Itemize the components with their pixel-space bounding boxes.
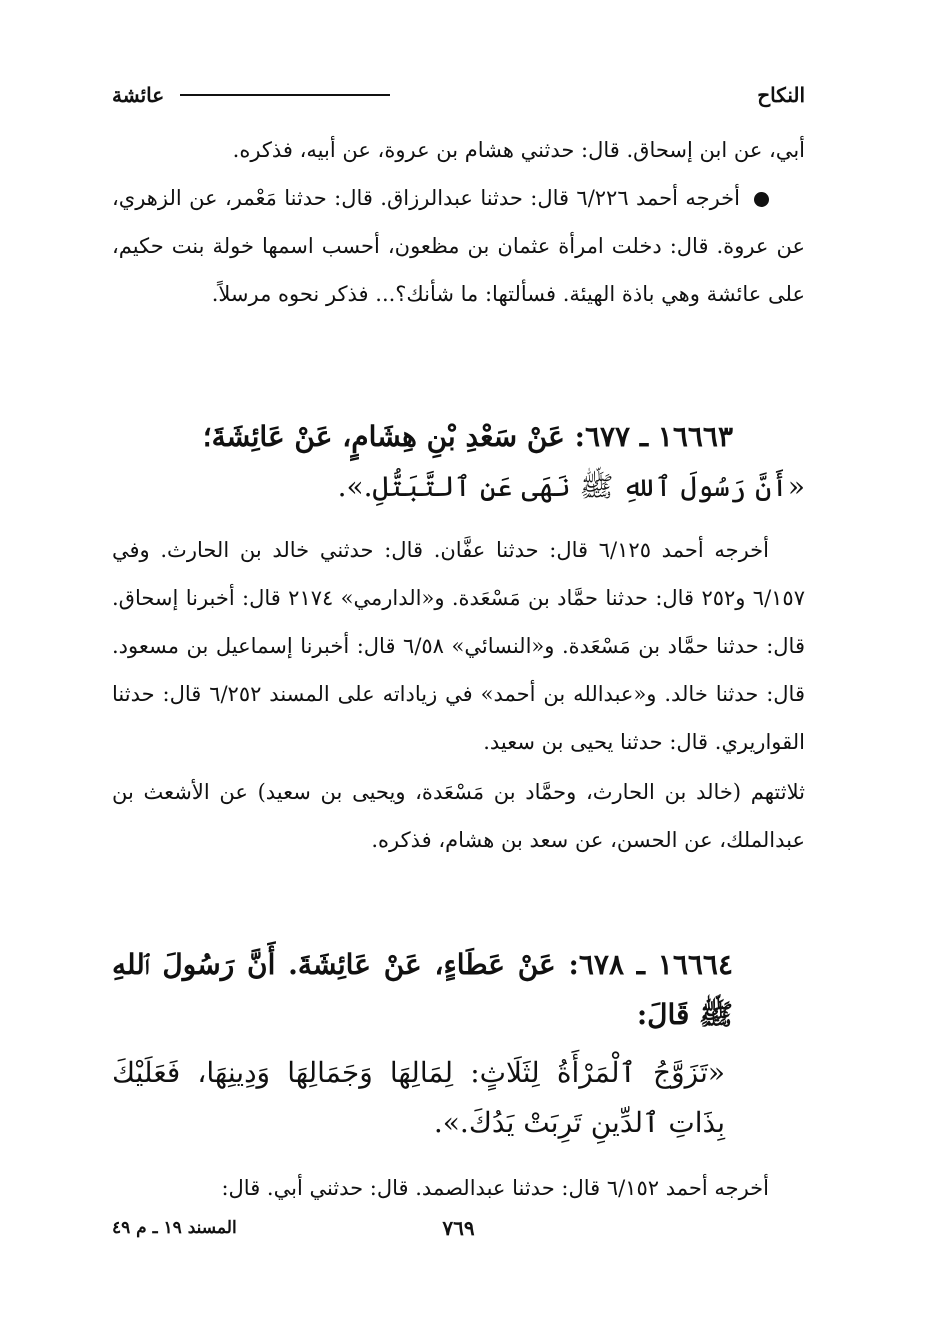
takhrij-paragraph-1 — [112, 174, 805, 318]
text-block-1 — [112, 126, 805, 318]
page-footer — [112, 1216, 805, 1244]
page-number: ٧٦٩ — [442, 1216, 475, 1240]
takhrij-paragraph-3 — [112, 1164, 805, 1212]
takhrij-text-2: أخرجه أحمد ٦/١٢٥ قال: حدثنا عفَّان. قال: حدثني خالد بن الحارث. وفي ٦/١٥٧ و٢٥٢ قال: حدثنا حمَّاد بن مَسْعَدة. و«الدارمي» ٢١٧٤ قال: أخبرنا إسحاق. قال: حدثنا حمَّاد بن مَسْعَدة. و«النسائي» ٦/٥٨ قال: أخبرنا إسماعيل بن مسعود. قال: حدثنا خالد. و«عبدالله بن أحمد» في زياداته على المسند ٦/٢٥٢ قال: حدثنا القواريري. قال: حدثنا يحيى بن سعيد. — [112, 538, 805, 754]
hadith-heading-16664: ١٦٦٦٤ ـ ٦٧٨: عَنْ عَطَاءٍ، عَنْ عَائِشَةَ. أَنَّ رَسُولَ ٱللهِ ﷺ قَالَ: — [112, 948, 733, 1031]
continuation-paragraph: أبي، عن ابن إسحاق. قال: حدثني هشام بن عروة، عن أبيه، فذكره. — [232, 138, 805, 162]
hadith-block-16663 — [112, 412, 805, 512]
section-title: عائشة — [112, 83, 165, 107]
chapter-title: النكاح — [757, 83, 805, 107]
bullet-icon — [754, 192, 769, 207]
running-header — [112, 78, 805, 112]
hadith-heading-16663: ١٦٦٦٣ ـ ٦٧٧: عَنْ سَعْدِ بْنِ هِشَامٍ، عَنْ عَائِشَةَ؛ — [202, 420, 733, 453]
hadith-block-16664 — [112, 940, 805, 1148]
header-rule — [180, 94, 390, 96]
chain-paragraph: ثلاثتهم (خالد بن الحارث، وحمَّاد بن مَسْعَدة، ويحيى بن سعيد) عن الأشعث بن عبدالملك، عن الحسن، عن سعد بن هشام، فذكره. — [112, 780, 805, 852]
document-page — [112, 70, 805, 1250]
takhrij-text-3: أخرجه أحمد ٦/١٥٢ قال: حدثنا عبدالصمد. قال: حدثني أبي. قال: — [221, 1176, 769, 1200]
hadith-text-16663: «أَنَّ رَسُولَ ٱللهِ ﷺ نَهَى عَنِ ٱلتَّبَتُّلِ.». — [337, 470, 805, 503]
takhrij-text-1: أخرجه أحمد ٦/٢٢٦ قال: حدثنا عبدالرزاق. قال: حدثنا مَعْمر، عن الزهري، عن عروة. قال: دخلت امرأة عثمان بن مظعون، أحسب اسمها خولة بنت حكيم، على عائشة وهي باذة الهيئة. فسألتها: ما شأنك؟... فذكر نحوه مرسلاً. — [112, 186, 805, 306]
text-block-3 — [112, 1164, 805, 1212]
takhrij-paragraph-2 — [112, 526, 805, 766]
text-block-2 — [112, 526, 805, 864]
hadith-text-16664: «تَزَوَّجُ ٱلْمَرْأَةُ لِثَلَاثٍ: لِمَالِهَا وَجَمَالِهَا وَدِينِهَا، فَعَلَيْكَ بِذَاتِ ٱلدِّينِ تَرِبَتْ يَدُكَ.». — [112, 1056, 725, 1139]
signature-mark: المسند ١٩ ـ م ٤٩ — [112, 1218, 237, 1238]
